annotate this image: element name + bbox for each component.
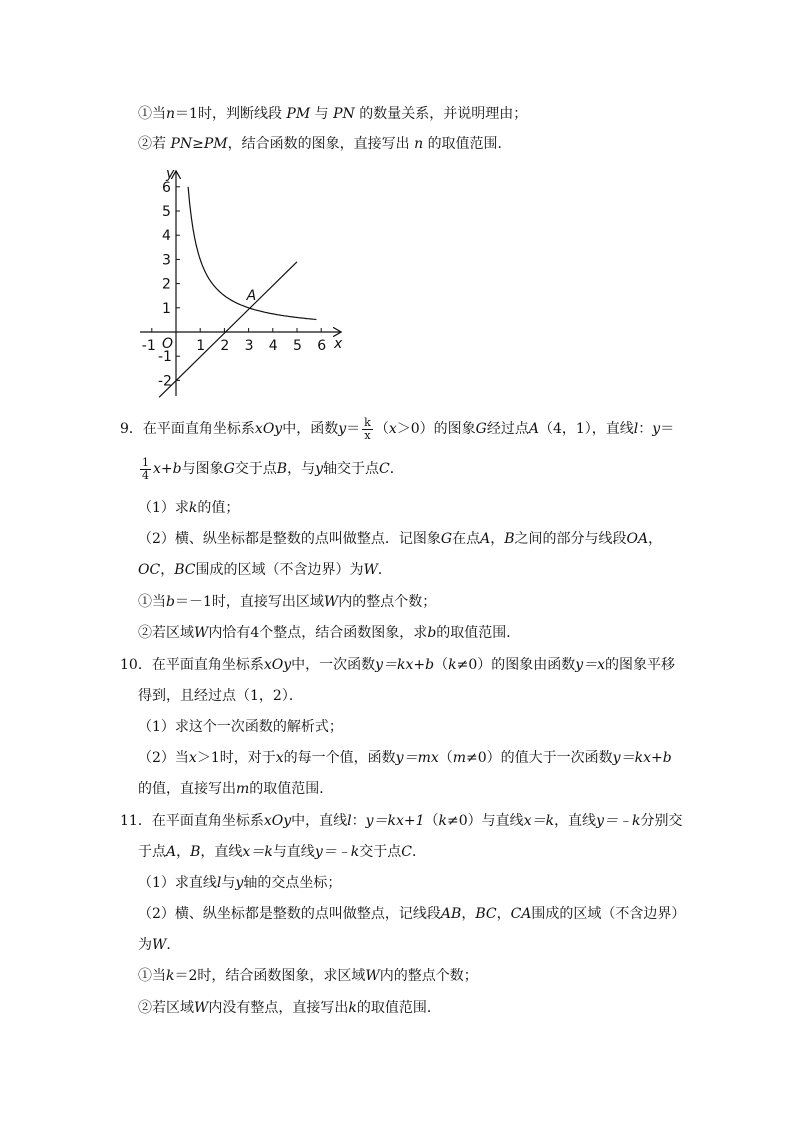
x-tick-label: -1 [141,338,156,354]
q11-line1: 11．在平面直角坐标系xOy中，直线l：y＝kx+1（k≠0）与直线x＝k，直线y＝﹣k分别交 [120,813,683,829]
q11-sub1: （1）求直线l与y轴的交点坐标； [138,875,342,891]
y-tick-label: 3 [162,252,171,269]
y-tick-label: 1 [162,300,171,317]
x-tick-label: 2 [220,338,230,354]
x-tick-label: 1 [196,338,206,354]
fraction-one-quarter: $\frac{1}{4}$ [142,455,149,482]
x-tick-label: 5 [293,338,302,354]
y-tick-label: -1 [158,349,172,366]
y-tick-label: 2 [162,276,171,293]
y-tick-label: 6 [162,179,171,196]
q8-sub2: ②若 PN≥PM，结合函数的图象，直接写出 n 的取值范围． [138,136,512,152]
point-a-label: A [246,287,257,304]
q11-sub2b: 为W． [138,937,181,953]
y-axis-label: y [166,168,175,182]
q10-line1: 10．在平面直角坐标系xOy中，一次函数y＝kx+b（k≠0）的图象由函数y＝x的图象平移 [120,657,676,673]
q10-sub2b: 的值，直接写出m的取值范围． [138,781,334,797]
q9-sub1: （1）求k的值； [138,500,240,516]
x-tick-label: 4 [268,338,278,354]
x-axis-label: x [334,336,343,352]
q9-line2: $\frac{1}{4}$ x+b与图象G交于点B，与y轴交于点C． [142,455,404,482]
q9-sub2b: OC，BC围成的区域（不含边界）为W． [138,562,392,578]
q11-c1: ①当k＝2时，结合函数图象，求区域W内的整点个数； [138,968,478,984]
q9-line1: 9．在平面直角坐标系xOy中，函数y＝ $\frac{k}{x}$ （x＞0）的图象G经过点A（4，1），直线l：y＝ [120,415,675,442]
q8-sub1: ①当n＝1时，判断线段 PM 与 PN 的数量关系，并说明理由； [138,106,528,122]
q9-c2: ②若区域W内恰有4个整点，结合函数图象，求b的取值范围． [138,625,521,641]
y-tick-label: -2 [158,373,172,390]
q9-sub2a: （2）横、纵坐标都是整数的点叫做整点．记图象G在点A，B之间的部分与线段OA， [138,531,663,547]
q10-sub2a: （2）当x＞1时，对于x的每一个值，函数y＝mx（m≠0）的值大于一次函数y＝kx+b [138,750,672,766]
linear-function-line [159,262,297,398]
q11-sub2a: （2）横、纵坐标都是整数的点叫做整点，记线段AB，BC，CA围成的区域（不含边界） [138,906,686,922]
fraction-k-over-x: $\frac{k}{x}$ [364,415,371,442]
q10-sub1: （1）求这个一次函数的解析式； [138,719,343,735]
q11-line2: 于点A，B，直线x＝k与直线y＝﹣k交于点C． [138,844,426,860]
function-graph [140,168,360,400]
q9-c1: ①当b＝－1时，直接写出区域W内的整点个数； [138,594,437,610]
q10-line2: 得到，且经过点（1，2）． [138,688,303,704]
x-tick-label: 6 [317,338,327,354]
y-tick-label: 5 [162,204,171,220]
y-tick-label: 4 [162,228,171,245]
x-tick-label: 3 [244,338,254,354]
q11-c2: ②若区域W内没有整点，直接写出k的取值范围． [138,1000,441,1016]
origin-label: O [162,336,174,352]
